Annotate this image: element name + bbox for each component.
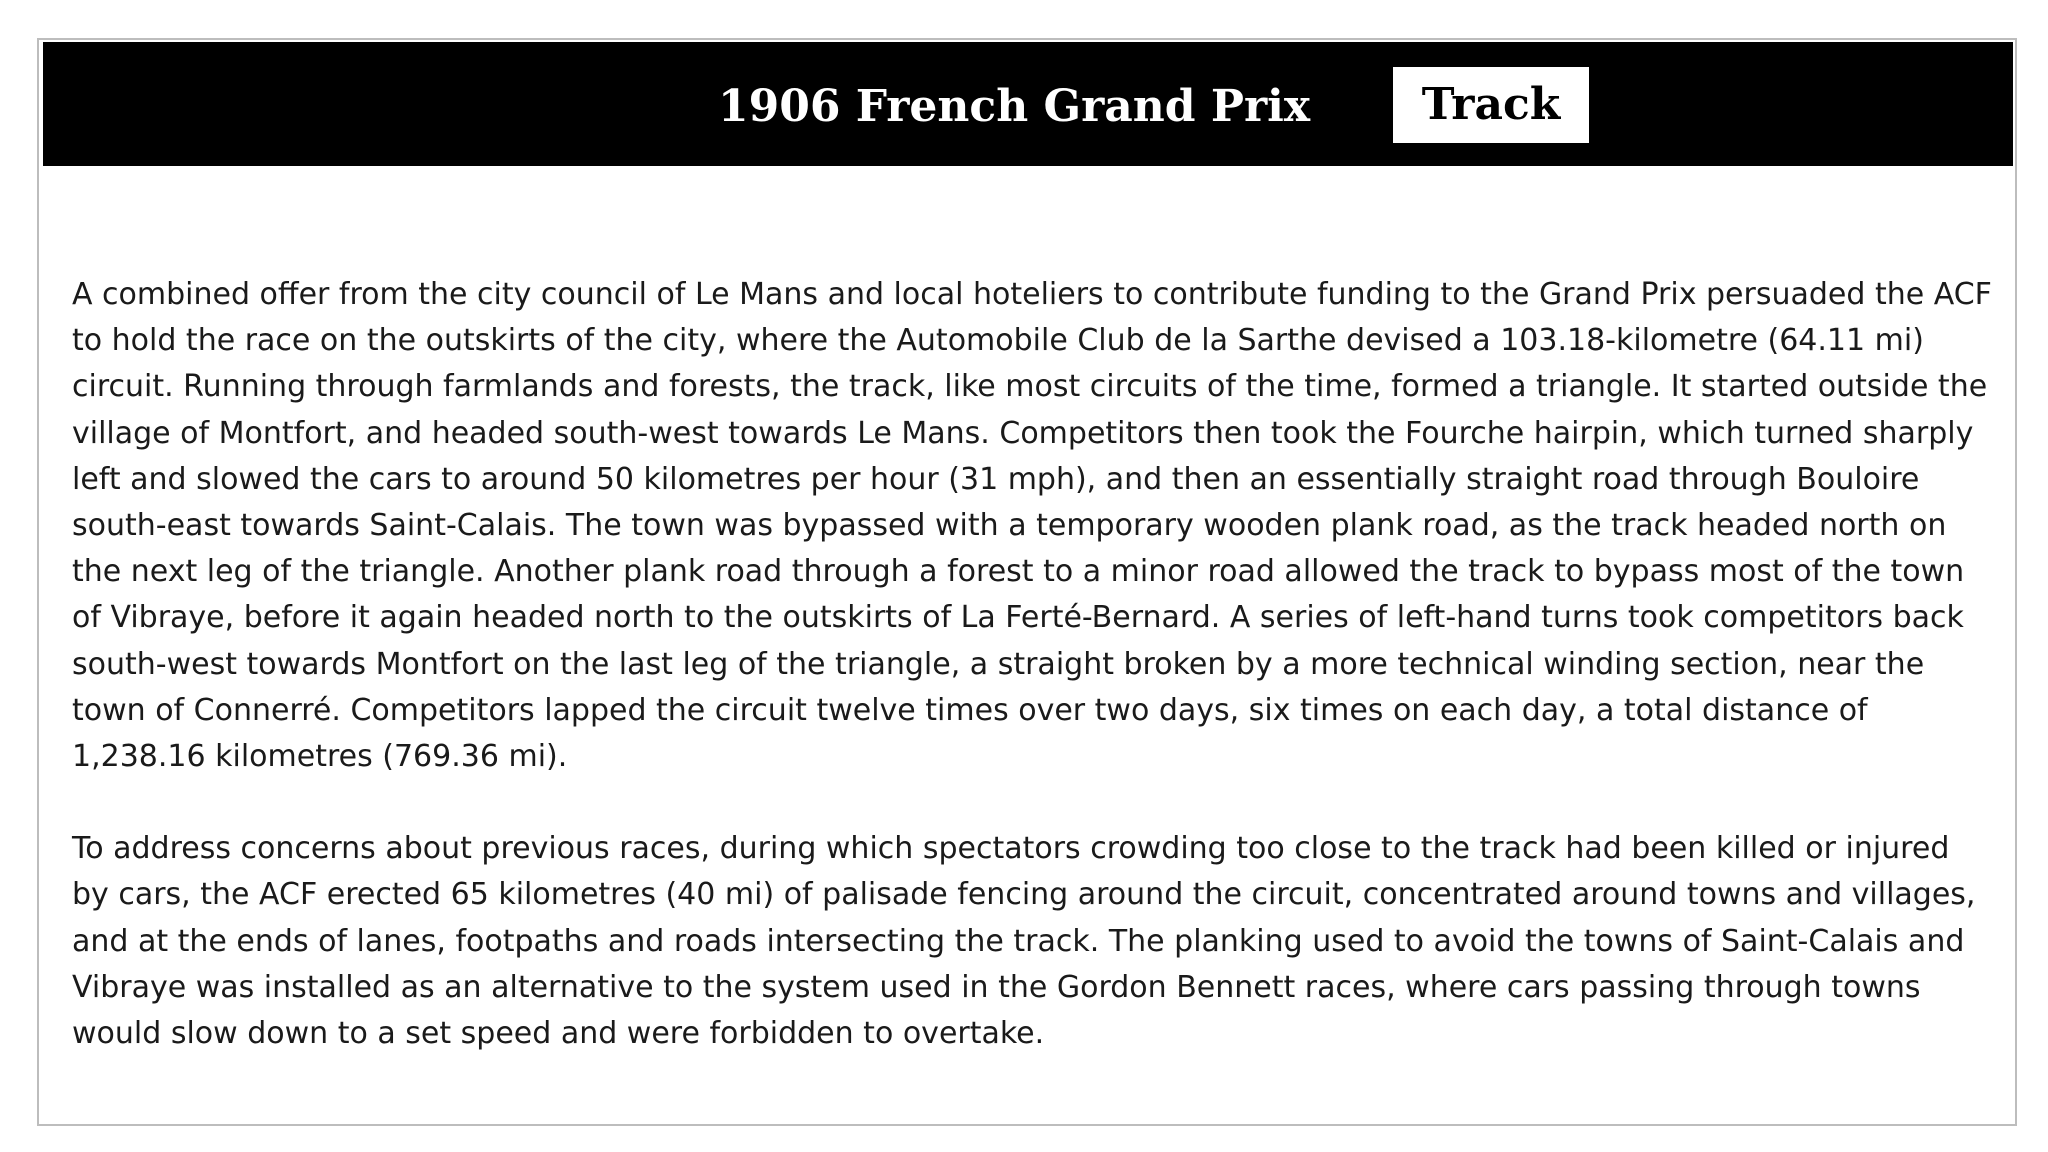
section-label: Track bbox=[1421, 79, 1561, 130]
body-content bbox=[72, 272, 1992, 1103]
paragraph-circuit: A combined offer from the city council of Le Mans and local hoteliers to contribute funding to the Grand Prix persuaded the ACF to hold the race on the outskirts of the city, where the Automobile Club de la Sarthe devised a 103.18-kilometre (64.11 mi) circuit. Running through farmlands and forests, the track, like most circuits of the time, formed a triangle. It started outside the village of Montfort, and headed south-west towards Le Mans. Competitors then took the Fourche hairpin, which turned sharply left and slowed the cars to around 50 kilometres per hour (31 mph), and then an essentially straight road through Bouloire south-east towards Saint-Calais. The town was bypassed with a temporary wooden plank road, as the track headed north on the next leg of the triangle. Another plank road through a forest to a minor road allowed the track to bypass most of the town of Vibraye, before it again headed north to the outskirts of La Ferté-Bernard. A series of left-hand turns took competitors back south-west towards Montfort on the last leg of the triangle, a straight broken by a more technical winding section, near the town of Connerré. Competitors lapped the circuit twelve times over two days, six times on each day, a total distance of 1,238.16 kilometres (769.36 mi). bbox=[72, 277, 1992, 775]
page-title: 1906 French Grand Prix bbox=[718, 81, 1311, 132]
paragraph-safety: To address concerns about previous races, during which spectators crowding too close to the track had been killed or injured by cars, the ACF erected 65 kilometres (40 mi) of palisade fencing around the circuit, concentrated around towns and villages, and at the ends of lanes, footpaths and roads intersecting the track. The planking used to avoid the towns of Saint-Calais and Vibraye was installed as an alternative to the system used in the Gordon Bennett races, where cars passing through towns would slow down to a set speed and were forbidden to overtake. bbox=[72, 831, 1976, 1052]
section-badge bbox=[1393, 67, 1589, 143]
